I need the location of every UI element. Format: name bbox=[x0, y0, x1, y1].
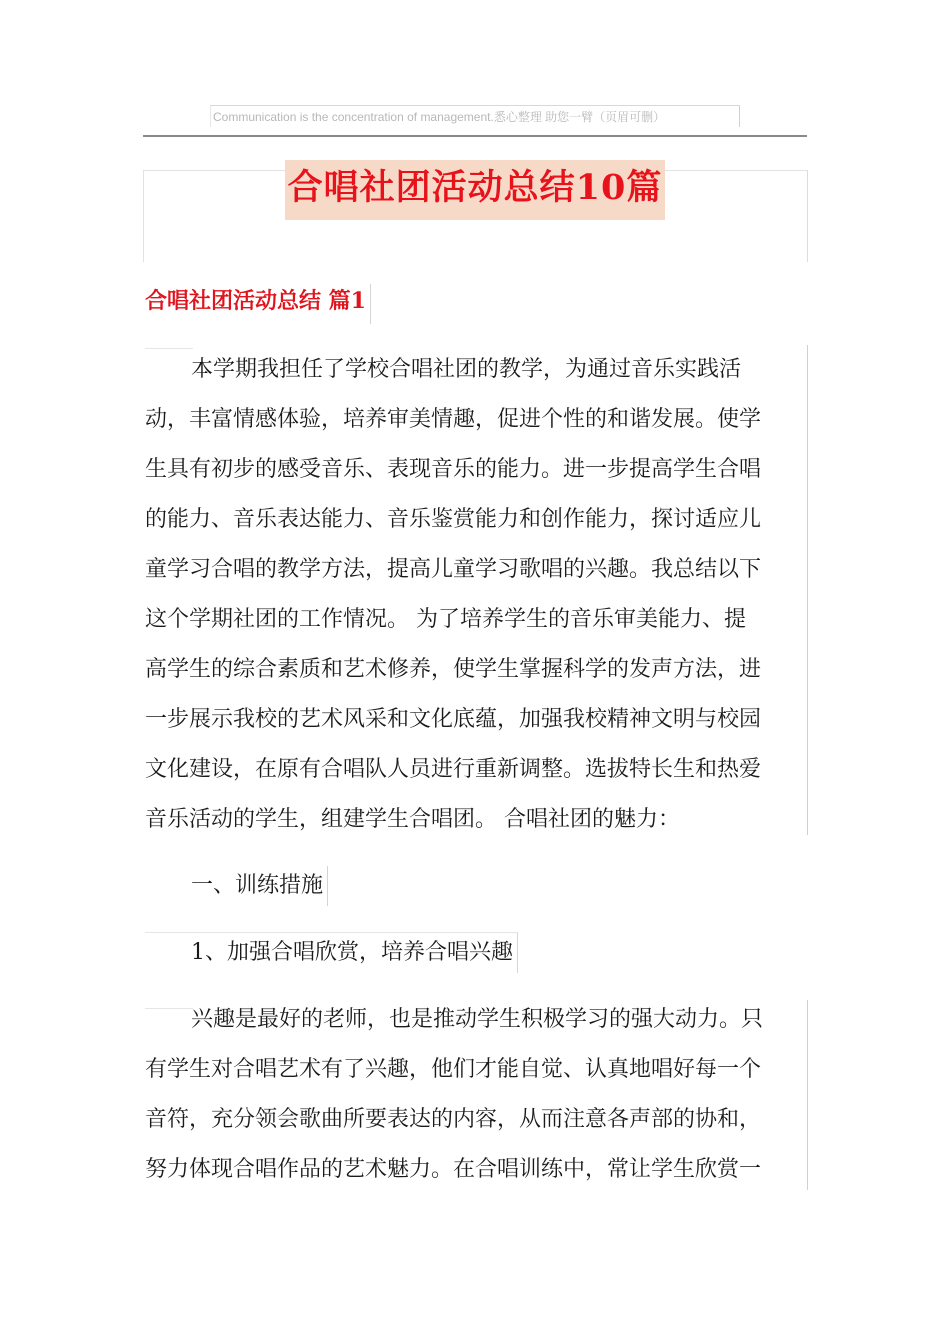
paragraph-line: 动，丰富情感体验，培养审美情趣，促进个性的和谐发展。使学 bbox=[145, 407, 762, 432]
paragraph-1-right-rule bbox=[807, 345, 808, 835]
paragraph-line: 这个学期社团的工作情况。 为了培养学生的音乐审美能力、提 bbox=[145, 607, 746, 632]
paragraph-line: 高学生的综合素质和艺术修养，使学生掌握科学的发声方法，进 bbox=[145, 657, 762, 682]
paragraph-line: 本学期我担任了学校合唱社团的教学，为通过音乐实践活 bbox=[191, 357, 742, 382]
paragraph-1 bbox=[145, 345, 815, 845]
paragraph-line: 生具有初步的感受音乐、表现音乐的能力。进一步提高学生合唱 bbox=[145, 457, 762, 482]
sub-heading: 1、加强合唱欣赏，培养合唱兴趣 bbox=[145, 932, 518, 973]
paragraph-line: 努力体现合唱作品的艺术魅力。在合唱训练中，常让学生欣赏一 bbox=[145, 1157, 762, 1182]
paragraph-line: 音乐活动的学生，组建学生合唱团。 合唱社团的魅力： bbox=[145, 807, 680, 832]
paragraph-line: 有学生对合唱艺术有了兴趣，他们才能自觉、认真地唱好每一个 bbox=[145, 1057, 762, 1082]
paragraph-line: 文化建设，在原有合唱队人员进行重新调整。选拔特长生和热爱 bbox=[145, 757, 762, 782]
section-heading: 合唱社团活动总结 篇1 bbox=[145, 284, 371, 324]
paragraph-line: 童学习合唱的教学方法，提高儿童学习歌唱的兴趣。我总结以下 bbox=[145, 557, 762, 582]
paragraph-2-right-rule bbox=[807, 1000, 808, 1190]
paragraph-2 bbox=[145, 995, 815, 1195]
paragraph-line: 兴趣是最好的老师，也是推动学生积极学习的强大动力。只 bbox=[191, 1007, 764, 1032]
paragraph-line: 一步展示我校的艺术风采和文化底蕴，加强我校精神文明与校园 bbox=[145, 707, 762, 732]
header-rule bbox=[143, 135, 807, 137]
document-title: 合唱社团活动总结10篇 bbox=[285, 160, 665, 220]
item-heading: 一、训练措施 bbox=[145, 866, 328, 906]
page-header-text: Communication is the concentration of management.悉心整理 助您一臂（页眉可删） bbox=[210, 105, 740, 127]
paragraph-line: 的能力、音乐表达能力、音乐鉴赏能力和创作能力，探讨适应儿 bbox=[145, 507, 762, 532]
paragraph-line: 音符，充分领会歌曲所要表达的内容，从而注意各声部的协和， bbox=[145, 1107, 762, 1132]
